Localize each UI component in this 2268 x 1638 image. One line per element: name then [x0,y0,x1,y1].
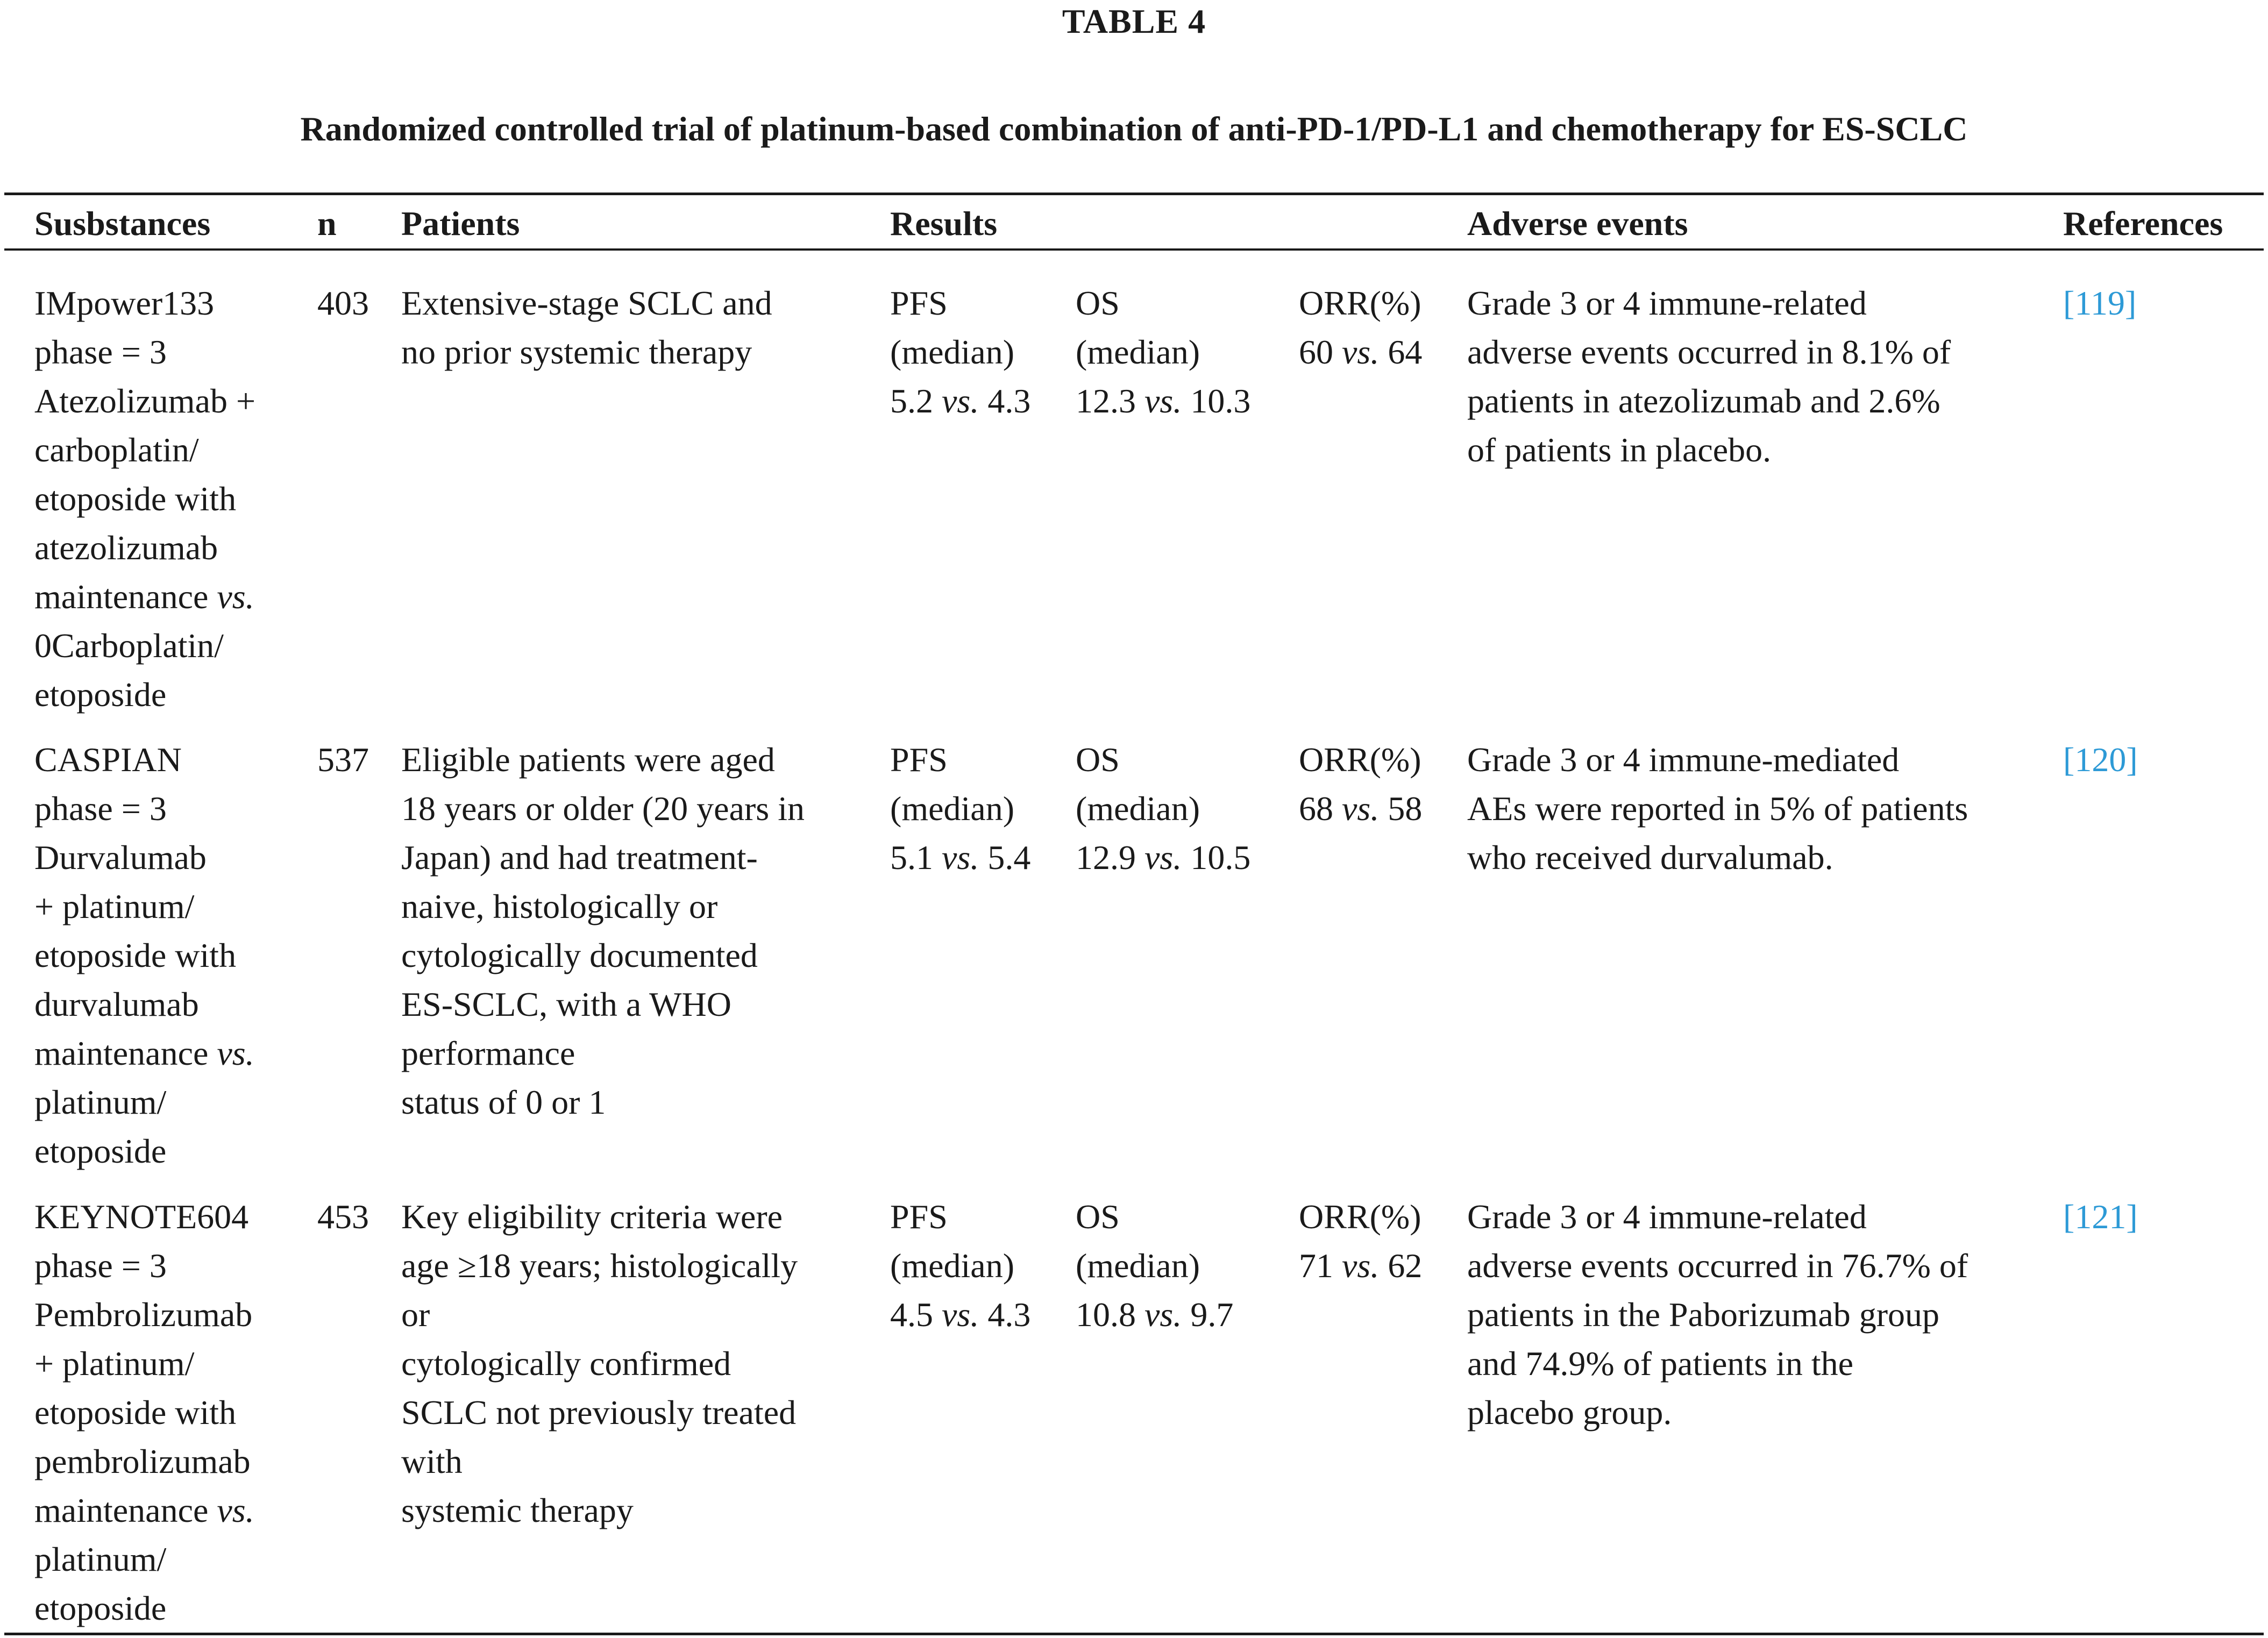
reference-link[interactable]: [119] [2063,284,2137,322]
cell-patients: Eligible patients were aged 18 years or older (20 years in Japan) and had treatment- naive, histologically or cytologically documented ES-SCLC, with a WHO performance status of 0 or 1 [401,740,805,1121]
cell-n: 537 [317,740,369,779]
cell-patients: Extensive-stage SCLC and no prior systemic therapy [401,284,772,371]
header-n: n [317,204,337,243]
bottom-rule [4,1633,2264,1635]
table-number: TABLE 4 [1062,2,1206,40]
cell-os: OS (median) 12.9 vs. 10.5 [1076,740,1251,877]
cell-pfs: PFS (median) 4.5 vs. 4.3 [890,1198,1031,1334]
reference-link[interactable]: [120] [2063,740,2138,779]
header-adverse-events: Adverse events [1467,204,1688,243]
cell-pfs: PFS (median) 5.2 vs. 4.3 [890,284,1031,420]
header-patients: Patients [401,204,520,243]
cell-pfs: PFS (median) 5.1 vs. 5.4 [890,740,1031,877]
cell-n: 403 [317,284,369,322]
reference-link[interactable]: [121] [2063,1198,2138,1236]
top-rule [4,193,2264,195]
cell-substance: IMpower133 phase = 3 Atezolizumab + carboplatin/ etoposide with atezolizumab maintenance vs. 0Carboplatin/ etoposide [34,284,256,714]
cell-orr: ORR(%) 68 vs. 58 [1299,740,1423,828]
cell-substance: CASPIAN phase = 3 Durvalumab + platinum/ etoposide with durvalumab maintenance vs. platinum/ etoposide [34,740,254,1170]
cell-orr: ORR(%) 60 vs. 64 [1299,284,1423,371]
cell-adverse-events: Grade 3 or 4 immune-related adverse events occurred in 76.7% of patients in the Paborizumab group and 74.9% of patients in the placebo group. [1467,1198,1968,1432]
cell-adverse-events: Grade 3 or 4 immune-related adverse events occurred in 8.1% of patients in atezolizumab and 2.6% of patients in placebo. [1467,284,1951,469]
cell-patients: Key eligibility criteria were age ≥18 years; histologically or cytologically confirmed SCLC not previously treated with systemic therapy [401,1198,798,1529]
header-references: References [2063,204,2223,243]
cell-os: OS (median) 12.3 vs. 10.3 [1076,284,1251,420]
cell-os: OS (median) 10.8 vs. 9.7 [1076,1198,1234,1334]
cell-orr: ORR(%) 71 vs. 62 [1299,1198,1423,1285]
header-rule [4,248,2264,251]
table-caption: Randomized controlled trial of platinum-based combination of anti-PD-1/PD-L1 and chemotherapy for ES-SCLC [300,110,1968,148]
cell-n: 453 [317,1198,369,1236]
cell-adverse-events: Grade 3 or 4 immune-mediated AEs were reported in 5% of patients who received durvalumab. [1467,740,1968,877]
header-results: Results [890,204,998,243]
cell-substance: KEYNOTE604 phase = 3 Pembrolizumab + platinum/ etoposide with pembrolizumab maintenance vs. platinum/ etoposide [34,1198,254,1627]
header-substances: Susbstances [34,204,211,243]
